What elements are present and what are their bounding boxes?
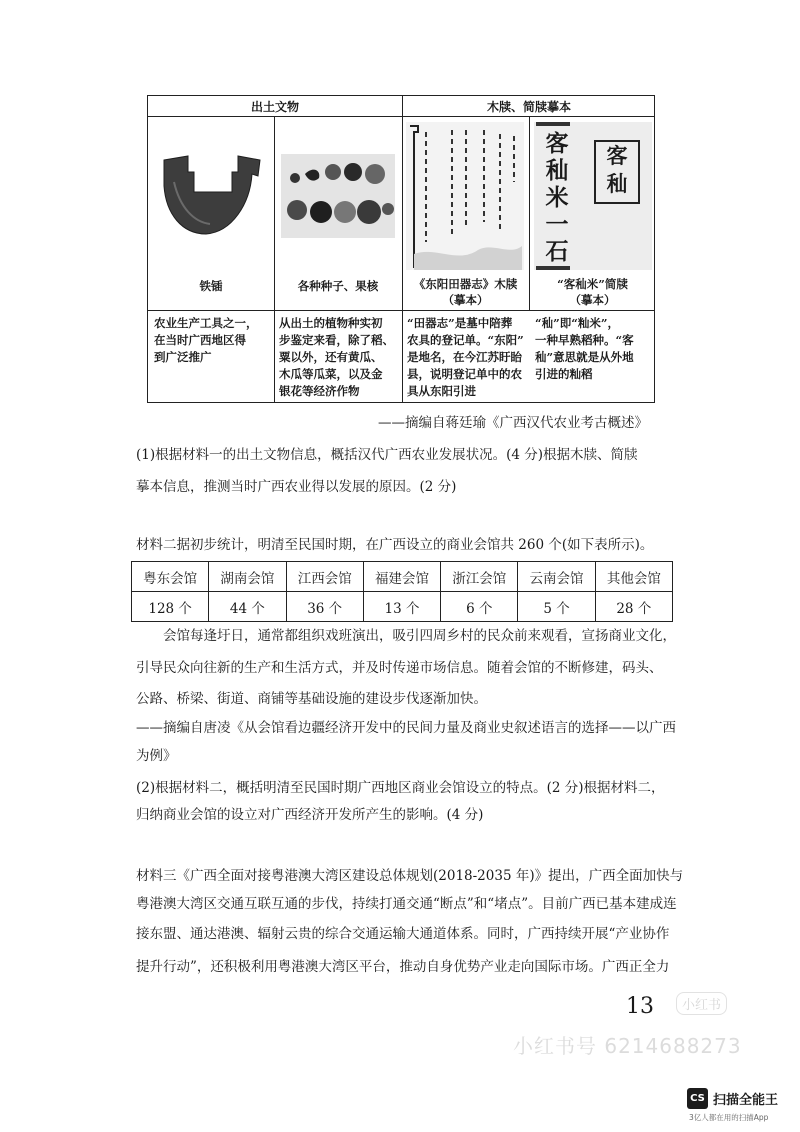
table-row bbox=[132, 562, 673, 592]
question-1-line: 摹本信息，推测当时广西农业得以发展的原因。(2 分) bbox=[136, 479, 457, 495]
desc-line: 具从东阳引进 bbox=[407, 384, 476, 398]
desc-line: 木瓜等瓜菜，以及金 bbox=[279, 367, 383, 381]
guild-table bbox=[131, 561, 673, 622]
desc-line: 步鉴定来看，除了稻、 bbox=[279, 333, 394, 347]
caption-bamboo-slip bbox=[529, 276, 656, 308]
header-unearthed-relics: 出土文物 bbox=[250, 100, 299, 114]
table-divider bbox=[274, 116, 275, 402]
guild-name-cell: 浙江会馆 bbox=[441, 562, 518, 592]
bamboo-slip-characters bbox=[540, 130, 574, 265]
guild-name-cell: 江西会馆 bbox=[286, 562, 363, 592]
material-3-paragraph: 接东盟、通达港澳、辐射云贵的综合交通运输大通道体系。同时，广西持续开展“产业协作 bbox=[136, 926, 670, 942]
desc-line: 粟以外，还有黄瓜、 bbox=[279, 350, 383, 364]
watermark-id: 小红书号 6214688273 bbox=[513, 1034, 742, 1058]
caption-line: （摹本） bbox=[569, 293, 616, 307]
slip-char: 一 bbox=[545, 211, 569, 238]
page-number: 13 bbox=[626, 994, 654, 1019]
caption-iron-sickle: 铁锸 bbox=[199, 279, 223, 293]
caption-line: （摹本） bbox=[442, 293, 489, 307]
desc-line: 到广泛推广 bbox=[154, 350, 212, 364]
slip-char: 石 bbox=[545, 238, 569, 265]
caption-seeds: 各种种子、果核 bbox=[297, 279, 379, 293]
guild-name-cell: 湖南会馆 bbox=[209, 562, 286, 592]
source-citation-2: 为例》 bbox=[136, 748, 177, 764]
source-citation-1: ——摘编自蒋廷瑜《广西汉代农业考古概述》 bbox=[378, 415, 648, 431]
guild-name-cell: 粤东会馆 bbox=[132, 562, 209, 592]
slip-char: 秈 bbox=[606, 171, 628, 196]
material-2-intro: 材料二据初步统计，明清至民国时期，在广西设立的商业会馆共 260 个(如下表所示)。 bbox=[136, 537, 654, 553]
guild-count-cell: 44 个 bbox=[209, 592, 286, 622]
caption-line: “客秈米”简牍 bbox=[557, 277, 628, 291]
desc-line: “田器志”是墓中陪葬 bbox=[407, 316, 513, 330]
description-wooden-slip bbox=[407, 315, 531, 400]
scanner-app-name: 扫描全能王 bbox=[713, 1093, 779, 1108]
slip-char: 客 bbox=[545, 130, 569, 157]
desc-line: 县，说明登记单中的农 bbox=[407, 367, 522, 381]
header-slip-copies: 木牍、简牍摹本 bbox=[486, 100, 571, 114]
guild-count-cell: 28 个 bbox=[595, 592, 672, 622]
camscanner-logo-icon: CS bbox=[687, 1088, 708, 1109]
desc-line: 一种早熟稻种。“客 bbox=[535, 333, 634, 347]
desc-line: 在当时广西地区得 bbox=[154, 333, 246, 347]
question-2-line: 归纳商业会馆的设立对广西经济开发所产生的影响。(4 分) bbox=[136, 807, 484, 823]
description-iron-sickle bbox=[154, 315, 272, 366]
table-divider bbox=[402, 96, 403, 402]
caption-wooden-slip bbox=[402, 276, 529, 308]
iron-sickle-image bbox=[160, 152, 264, 238]
caption-line: 《东阳田器志》木牍 bbox=[413, 277, 518, 291]
slip-char: 米 bbox=[545, 184, 569, 211]
desc-line: 是地名，在今江苏盱眙 bbox=[407, 350, 522, 364]
watermark-badge: 小红书 bbox=[676, 992, 727, 1015]
desc-line: 引进的籼稻 bbox=[535, 367, 593, 381]
desc-line: 从出土的植物种实初 bbox=[279, 316, 383, 330]
material-2-paragraph: 会馆每逢圩日，通常都组织戏班演出，吸引四周乡村的民众前来观看，宣扬商业文化， bbox=[163, 628, 676, 644]
desc-line: 秈”意思就是从外地 bbox=[535, 350, 634, 364]
guild-name-cell: 福建会馆 bbox=[363, 562, 440, 592]
question-2-line: (2)根据材料二，概括明清至民国时期广西地区商业会馆设立的特点。(2 分)根据材料二， bbox=[136, 780, 665, 796]
desc-line: 农业生产工具之一， bbox=[154, 316, 258, 330]
material-2-paragraph: 引导民众向往新的生产和生活方式，并及时传递市场信息。随着会馆的不断修建，码头、 bbox=[136, 660, 663, 676]
guild-count-cell: 5 个 bbox=[518, 592, 595, 622]
scanner-tagline: 3亿人都在用的扫描App bbox=[689, 1113, 769, 1122]
wooden-slip-image bbox=[406, 122, 524, 270]
bamboo-slip-seal bbox=[594, 140, 640, 204]
material-3-paragraph: 粤港澳大湾区交通互联互通的步伐，持续打通交通“断点”和“堵点”。目前广西已基本建成连 bbox=[136, 896, 677, 912]
desc-line: 银花等经济作物 bbox=[279, 384, 360, 398]
guild-count-cell: 6 个 bbox=[441, 592, 518, 622]
desc-line: 农具的登记单。“东阳” bbox=[407, 333, 524, 347]
description-bamboo-slip bbox=[535, 315, 653, 383]
slip-char: 秈 bbox=[545, 157, 569, 184]
description-seeds bbox=[279, 315, 401, 400]
guild-count-cell: 128 个 bbox=[132, 592, 209, 622]
guild-name-cell: 云南会馆 bbox=[518, 562, 595, 592]
table-row bbox=[132, 592, 673, 622]
desc-line: “秈”即“籼米”， bbox=[535, 316, 619, 330]
guild-name-cell: 其他会馆 bbox=[595, 562, 672, 592]
question-1-line: (1)根据材料一的出土文物信息，概括汉代广西农业发展状况。(4 分)根据木牍、简牍 bbox=[136, 447, 638, 463]
material-2-paragraph: 公路、桥梁、街道、商铺等基础设施的建设步伐逐渐加快。 bbox=[136, 691, 487, 707]
artifact-table bbox=[147, 95, 655, 403]
material-3-paragraph: 提升行动”，还积极利用粤港澳大湾区平台，推动自身优势产业走向国际市场。广西正全力 bbox=[136, 959, 670, 975]
seeds-image bbox=[281, 154, 395, 238]
source-citation-2: ——摘编自唐凌《从会馆看边疆经济开发中的民间力量及商业史叙述语言的选择——以广西 bbox=[136, 720, 676, 736]
table-divider bbox=[148, 116, 654, 117]
material-3-paragraph: 材料三《广西全面对接粤港澳大湾区建设总体规划(2018-2035 年)》提出，广西全面加快与 bbox=[136, 868, 684, 884]
table-divider bbox=[148, 310, 654, 311]
guild-count-cell: 36 个 bbox=[286, 592, 363, 622]
slip-char: 客 bbox=[606, 143, 628, 168]
guild-count-cell: 13 个 bbox=[363, 592, 440, 622]
